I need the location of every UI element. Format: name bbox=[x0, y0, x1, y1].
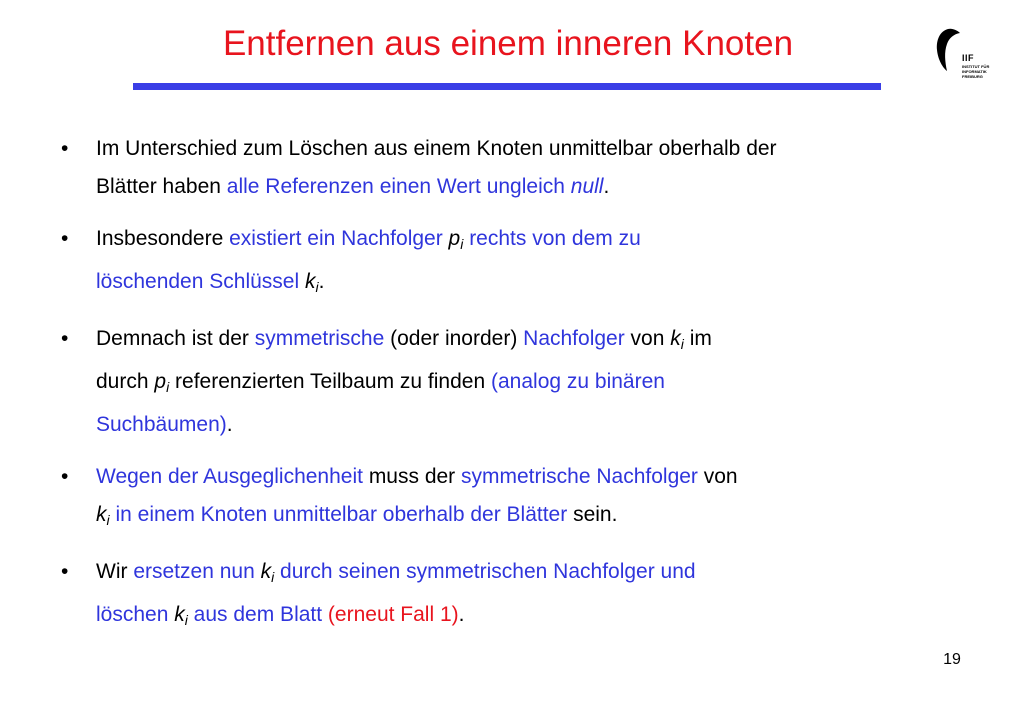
logo-subtitle-line: INFORMATIK bbox=[962, 69, 987, 74]
highlighted-text: löschen bbox=[96, 603, 175, 626]
highlighted-text: ersetzen nun bbox=[133, 560, 261, 583]
bullet-text: . bbox=[603, 175, 610, 198]
university-logo-icon bbox=[935, 28, 961, 72]
logo-subtitle-line: FREIBURG bbox=[962, 74, 983, 79]
highlighted-text: in einem Knoten unmittelbar oberhalb der Blätter bbox=[109, 503, 568, 526]
highlighted-text: durch seinen symmetrischen Nachfolger und bbox=[274, 560, 696, 583]
bullet-item bbox=[96, 553, 976, 639]
highlighted-text: existiert ein Nachfolger bbox=[229, 227, 449, 250]
bullet-text: Wir bbox=[96, 560, 134, 583]
highlighted-text: Wegen der Ausgeglichenheit bbox=[96, 465, 363, 488]
bullet-text: referenzierten Teilbaum zu finden bbox=[169, 370, 491, 393]
highlighted-text: löschenden Schlüssel bbox=[96, 270, 305, 293]
subscript-text: i bbox=[680, 336, 684, 352]
bullet-text: Insbesondere bbox=[96, 227, 230, 250]
bullet-text: . bbox=[318, 270, 325, 293]
highlighted-text: aus dem Blatt bbox=[187, 603, 328, 626]
bullet-text: k bbox=[260, 560, 272, 583]
bullet-text: durch bbox=[96, 370, 155, 393]
title-underline bbox=[133, 83, 881, 90]
bullet-text: . bbox=[226, 413, 233, 436]
bullet-text: k bbox=[670, 327, 681, 350]
bullet-list bbox=[96, 130, 976, 653]
highlighted-text: rechts von dem zu bbox=[463, 227, 641, 250]
bullet-text: p bbox=[448, 227, 461, 250]
bullet-item bbox=[96, 458, 976, 539]
highlighted-text: symmetrische Nachfolger bbox=[461, 465, 698, 488]
bullet-text: (oder inorder) bbox=[384, 327, 524, 350]
highlighted-text: null bbox=[570, 175, 604, 198]
bullet-text: Im Unterschied zum Löschen aus einem Knoten unmittelbar oberhalb der bbox=[96, 137, 777, 160]
highlighted-text: Suchbäumen) bbox=[96, 413, 227, 436]
highlighted-text: (erneut Fall 1) bbox=[327, 603, 459, 626]
bullet-text: sein. bbox=[567, 503, 618, 526]
page-number: 19 bbox=[943, 651, 961, 668]
subscript-text: i bbox=[460, 236, 464, 252]
highlighted-text: alle Referenzen einen Wert ungleich bbox=[226, 175, 571, 198]
bullet-text: k bbox=[96, 503, 107, 526]
subscript-text: i bbox=[271, 569, 275, 585]
subscript-text: i bbox=[315, 279, 319, 295]
university-logo bbox=[935, 28, 989, 84]
slide-title: Entfernen aus einem inneren Knoten bbox=[222, 24, 794, 63]
subscript-text: i bbox=[106, 512, 110, 528]
highlighted-text: symmetrische bbox=[254, 327, 385, 350]
subscript-text: i bbox=[166, 379, 170, 395]
bullet-text: Demnach ist der bbox=[96, 327, 255, 350]
bullet-text: . bbox=[458, 603, 465, 626]
bullet-text: muss der bbox=[362, 465, 462, 488]
highlighted-text: Nachfolger bbox=[523, 327, 625, 350]
bullet-text: p bbox=[154, 370, 167, 393]
subscript-text: i bbox=[184, 612, 188, 628]
bullet-item bbox=[96, 130, 976, 206]
logo-subtitle-line: INSTITUT FÜR bbox=[962, 64, 990, 69]
bullet-item bbox=[96, 220, 976, 306]
bullet-text: von bbox=[624, 327, 671, 350]
highlighted-text: (analog zu binären bbox=[491, 370, 665, 393]
logo-subtitle bbox=[962, 64, 989, 79]
bullet-item bbox=[96, 320, 976, 444]
logo-name: IIF bbox=[962, 53, 974, 63]
bullet-text: von bbox=[697, 465, 738, 488]
bullet-text: k bbox=[174, 603, 185, 626]
bullet-text: im bbox=[683, 327, 712, 350]
bullet-text: k bbox=[304, 270, 316, 293]
bullet-text: Blätter haben bbox=[96, 175, 227, 198]
